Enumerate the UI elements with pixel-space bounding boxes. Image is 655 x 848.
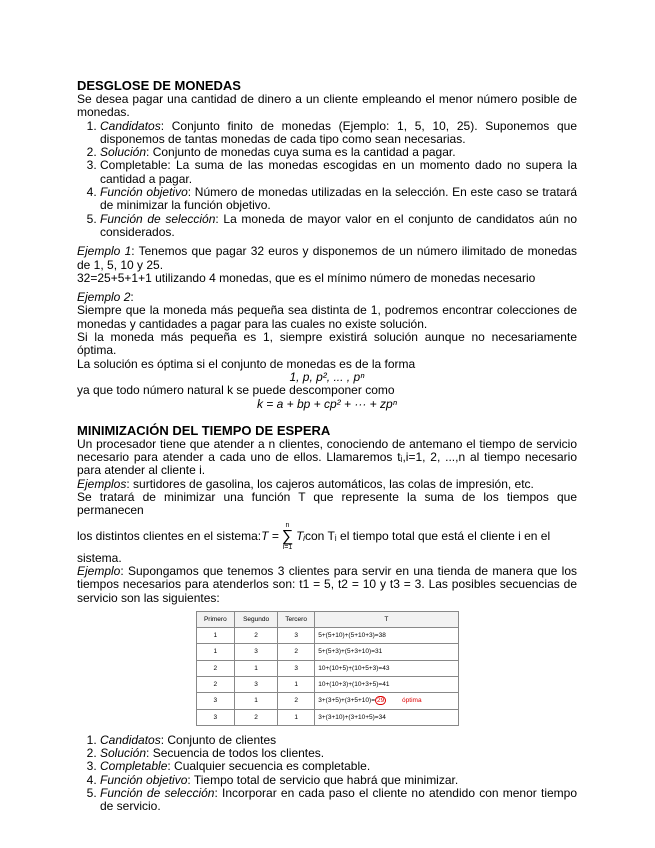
list-item: 3. Completable: La suma de las monedas escogidas en un momento dado no supera la cantidad a pagar. [100,159,577,186]
table-row: 2 1 3 10+(10+5)+(10+5+3)=43 [196,660,458,676]
list-item: 2. Solución: Secuencia de todos los clientes. [100,747,577,760]
table-row-optimal: 3 1 2 3+(3+5)+(3+5+10)= 29 óptima [196,693,458,709]
table-row: 1 3 2 5+(5+3)+(5+3+10)=31 [196,644,458,660]
greedy-components-list-1 [77,120,577,240]
list-item: 4. Función objetivo: Número de monedas utilizadas en la selección. En este caso se tratará de minimizar la función objetivo. [100,186,577,213]
formula-decomposition: k = a + bp + cp² + ··· + zpⁿ [256,396,398,411]
list-item: 2. Solución: Conjunto de monedas cuya suma es la cantidad a pagar. [100,146,577,159]
intro-paragraph: Se desea pagar una cantidad de dinero a un cliente empleando el menor número posible de monedas. [77,92,577,120]
table-row: 3 2 1 3+(3+10)+(3+10+5)=34 [196,709,458,725]
table-header: Segundo [235,611,278,627]
table-header: Tercero [278,611,315,627]
example-line: Ejemplo: Supongamos que tenemos 3 clientes para servir en una tienda de manera que los tiempos necesarios para atenderlos son: t1 = 5, t2 = 10 y t3 = 3. Las posibles secuencias de servicio son las siguientes: [77,563,577,605]
list-item: 4. Función objetivo: Tiempo total de servicio que habrá que minimizar. [100,774,577,787]
sum-formula-line: los distintos clientes en el sistema: T = n ∑ i=1 Tᵢ con Tᵢ el tiempo total que está el cliente i en el [77,521,551,551]
example-2-paragraph: La solución es óptima si el conjunto de monedas es de la forma [77,356,416,371]
example-2-label: Ejemplo 2: [77,290,134,305]
examples-line: Ejemplos: surtidores de gasolina, los cajeros automáticos, las colas de impresión, etc. [77,476,534,491]
document-page [77,78,577,814]
sigma-symbol: n ∑ i=1 [281,521,294,551]
example-2-paragraph: ya que todo número natural k se puede descomponer como [77,383,395,398]
section-2-paragraph: Un procesador tiene que atender a n clientes, conociendo de antemano el tiempo de servicio necesario para atender a cada uno de ellos. Llamaremos tᵢ,i=1, 2, ...,n al tiempo necesario para atender al cliente i. [77,436,577,478]
list-item: 1. Candidatos: Conjunto de clientes [100,734,577,747]
section-2-paragraph: sistema. [77,550,122,565]
example-1-result: 32=25+5+1+1 utilizando 4 monedas, que es el mínimo número de monedas necesario [77,270,536,285]
example-2-paragraph: Si la moneda más pequeña es 1, siempre existirá solución aunque no necesariamente óptima. [77,330,577,358]
example-2-paragraph: Siempre que la moneda más pequeña sea distinta de 1, podremos encontrar colecciones de monedas y cantidades a pagar para las cuales no existe solución. [77,303,577,331]
table-header-row [196,611,458,627]
section-title-monedas: DESGLOSE DE MONEDAS [77,78,241,93]
formula-powers: 1, p, p², ... , pⁿ [289,369,365,384]
optimal-label: óptima [402,697,422,705]
list-item: 5. Función de selección: La moneda de mayor valor en el conjunto de candidatos aún no considerados. [100,213,577,240]
optimal-value-circle: 29 [377,697,385,705]
table-header: Primero [196,611,235,627]
list-item: 1. Candidatos: Conjunto finito de monedas (Ejemplo: 1, 5, 10, 25). Suponemos que disponemos de tantas monedas de cada tipo como sean necesarias. [100,120,577,147]
greedy-components-list-2 [77,734,577,814]
table-header: T [315,611,458,627]
section-title-espera: MINIMIZACIÓN DEL TIEMPO DE ESPERA [77,422,331,438]
list-item: 5. Función de selección: Incorporar en cada paso el cliente no atendido con menor tiempo de servicio. [100,787,577,814]
list-item: 3. Completable: Cualquier secuencia es completable. [100,760,577,773]
section-2-paragraph: Se tratará de minimizar una función T que represente la suma de los tiempos que permanecen [77,490,577,518]
table-row: 1 2 3 5+(5+10)+(5+10+3)=38 [196,628,458,644]
service-sequence-table [196,611,459,726]
example-1: Ejemplo 1: Tenemos que pagar 32 euros y disponemos de un número ilimitado de monedas de 1, 5, 10 y 25. [77,244,577,272]
table-row: 2 3 1 10+(10+3)+(10+3+5)=41 [196,676,458,692]
